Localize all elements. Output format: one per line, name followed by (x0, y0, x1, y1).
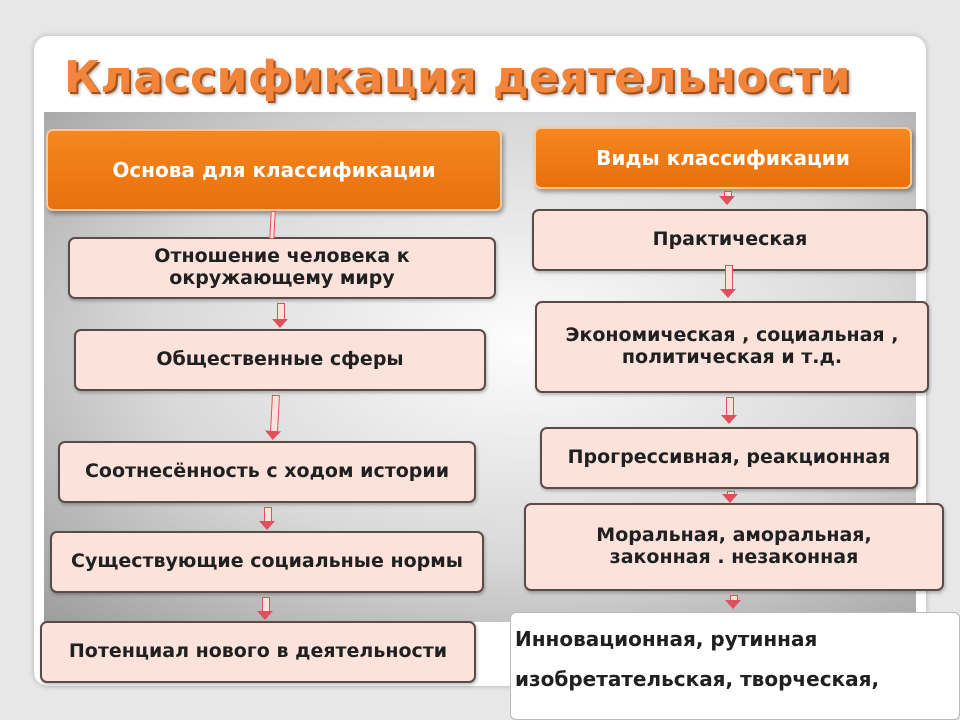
down-arrow-icon (264, 507, 272, 521)
left-header: Основа для классификации (46, 129, 502, 211)
down-arrow-icon (724, 191, 732, 196)
down-arrow-icon (277, 303, 285, 319)
right-header: Виды классификации (534, 127, 912, 189)
left-item-4: Существующие социальные нормы (50, 531, 484, 593)
page-title: Классификация деятельности (64, 52, 851, 103)
down-arrow-icon (262, 597, 270, 611)
left-item-1: Отношение человека к окружающему миру (68, 237, 496, 299)
down-arrow-icon (727, 491, 735, 494)
right-item-4: Моральная, аморальная, законная . незаконная (524, 503, 944, 591)
right-item-3: Прогрессивная, реакционная (540, 427, 918, 489)
left-item-5: Потенциал нового в деятельности (40, 621, 476, 683)
down-arrow-icon (730, 595, 738, 600)
right-item-2: Экономическая , социальная , политическая и т.д. (535, 301, 929, 393)
right-item-5-line-1: Инновационная, рутинная (515, 627, 818, 651)
left-item-3: Соотнесённость с ходом истории (58, 441, 476, 503)
right-item-1: Практическая (532, 209, 928, 271)
down-arrow-icon (725, 265, 733, 289)
right-item-5 (510, 612, 960, 720)
down-arrow-icon (726, 397, 734, 415)
left-item-2: Общественные сферы (74, 329, 486, 391)
right-item-5-line-2: изобретательская, творческая, (515, 667, 880, 691)
